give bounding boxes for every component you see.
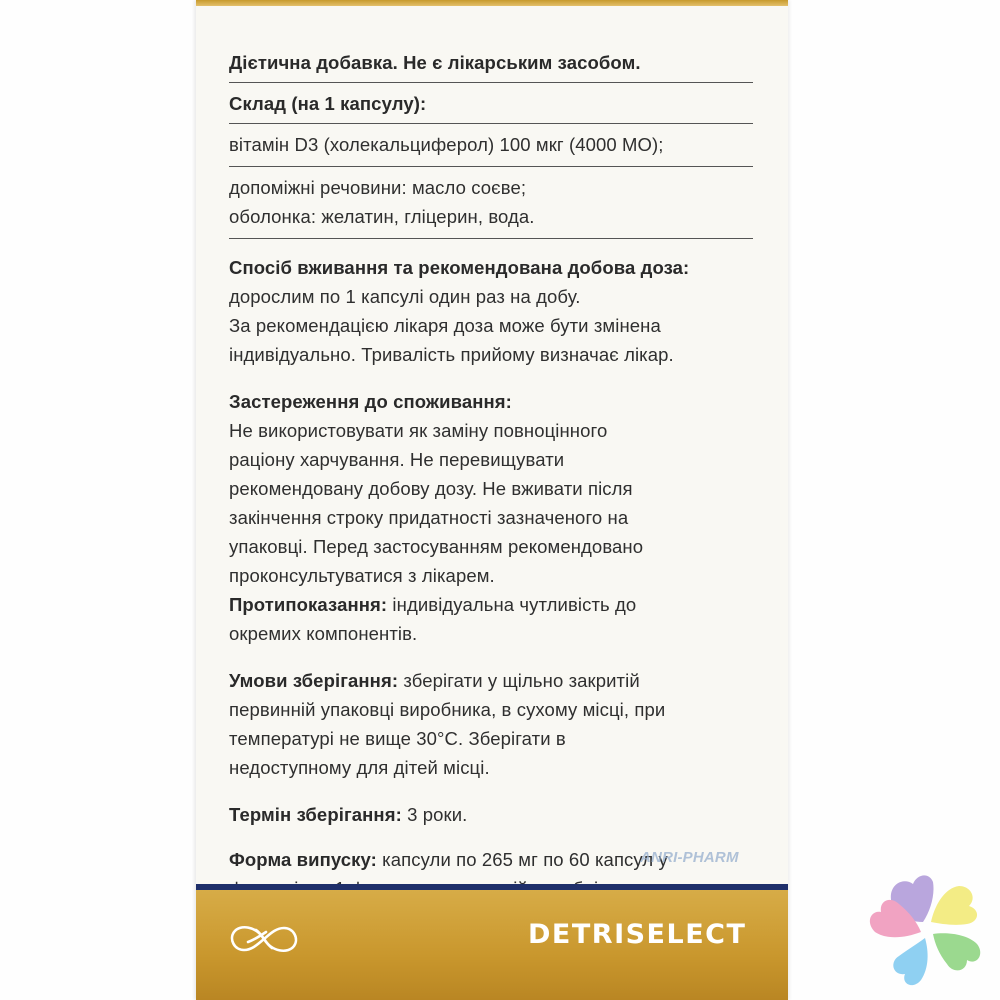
usage-heading: Спосіб вживання та рекомендована добова доза: <box>229 257 690 278</box>
divider <box>229 238 753 239</box>
warnings-heading: Застереження до споживання: <box>229 391 512 412</box>
top-gold-band <box>196 0 788 6</box>
excipients: допоміжні речовини: масло соєве; оболонка: желатин, гліцерин, вода. <box>229 177 535 227</box>
release-form-label: Форма випуску: <box>229 849 377 870</box>
four-hearts-flower-icon <box>855 860 995 1000</box>
infinity-knot-icon <box>226 920 302 958</box>
contraindications-section: Протипоказання: індивідуальна чутливість до окремих компонентів. <box>229 594 637 644</box>
storage-label: Умови зберігання: <box>229 670 399 691</box>
active-ingredient: вітамін D3 (холекальциферол) 100 мкг (4000 МО); <box>229 134 664 155</box>
divider <box>229 166 753 167</box>
warnings-section: Застереження до споживання: Не використовувати як заміну повноцінного раціону харчування. Не перевищувати рекомендовану добову дозу. Не вживати після закінчення строку придатності зазначеного на упаковці. Перед застосуванням рекомендовано проконсультуватися з лікарем. <box>229 387 753 590</box>
contraindications-label: Протипоказання: <box>229 594 388 615</box>
brand-name: DETRISELECT <box>528 919 747 950</box>
supplement-notice: Дієтична добавка. Не є лікарським засобом. <box>229 52 641 73</box>
label-text-column <box>229 48 753 903</box>
storage-section: Умови зберігання: зберігати у щільно закритій первинній упаковці виробника, в сухому місці, при температурі не вище 30°C. Зберігати в недоступному для дітей місці. <box>229 670 666 778</box>
divider <box>229 82 753 83</box>
composition-heading: Склад (на 1 капсулу): <box>229 93 427 114</box>
usage-section: Спосіб вживання та рекомендована добова доза: дорослим по 1 капсулі один раз на добу. За рекомендацією лікаря доза може бути змінена індивідуально. Тривалість прийому визначає лікар. <box>229 253 753 369</box>
release-form-section: Форма випуску: капсули по 265 мг по 60 капсул у <box>229 849 668 870</box>
shelf-life-label: Термін зберігання: <box>229 804 402 825</box>
shelf-life-section: Термін зберігання: 3 роки. <box>229 804 468 825</box>
divider <box>229 123 753 124</box>
watermark-text: ANRI-PHARM <box>640 849 739 866</box>
